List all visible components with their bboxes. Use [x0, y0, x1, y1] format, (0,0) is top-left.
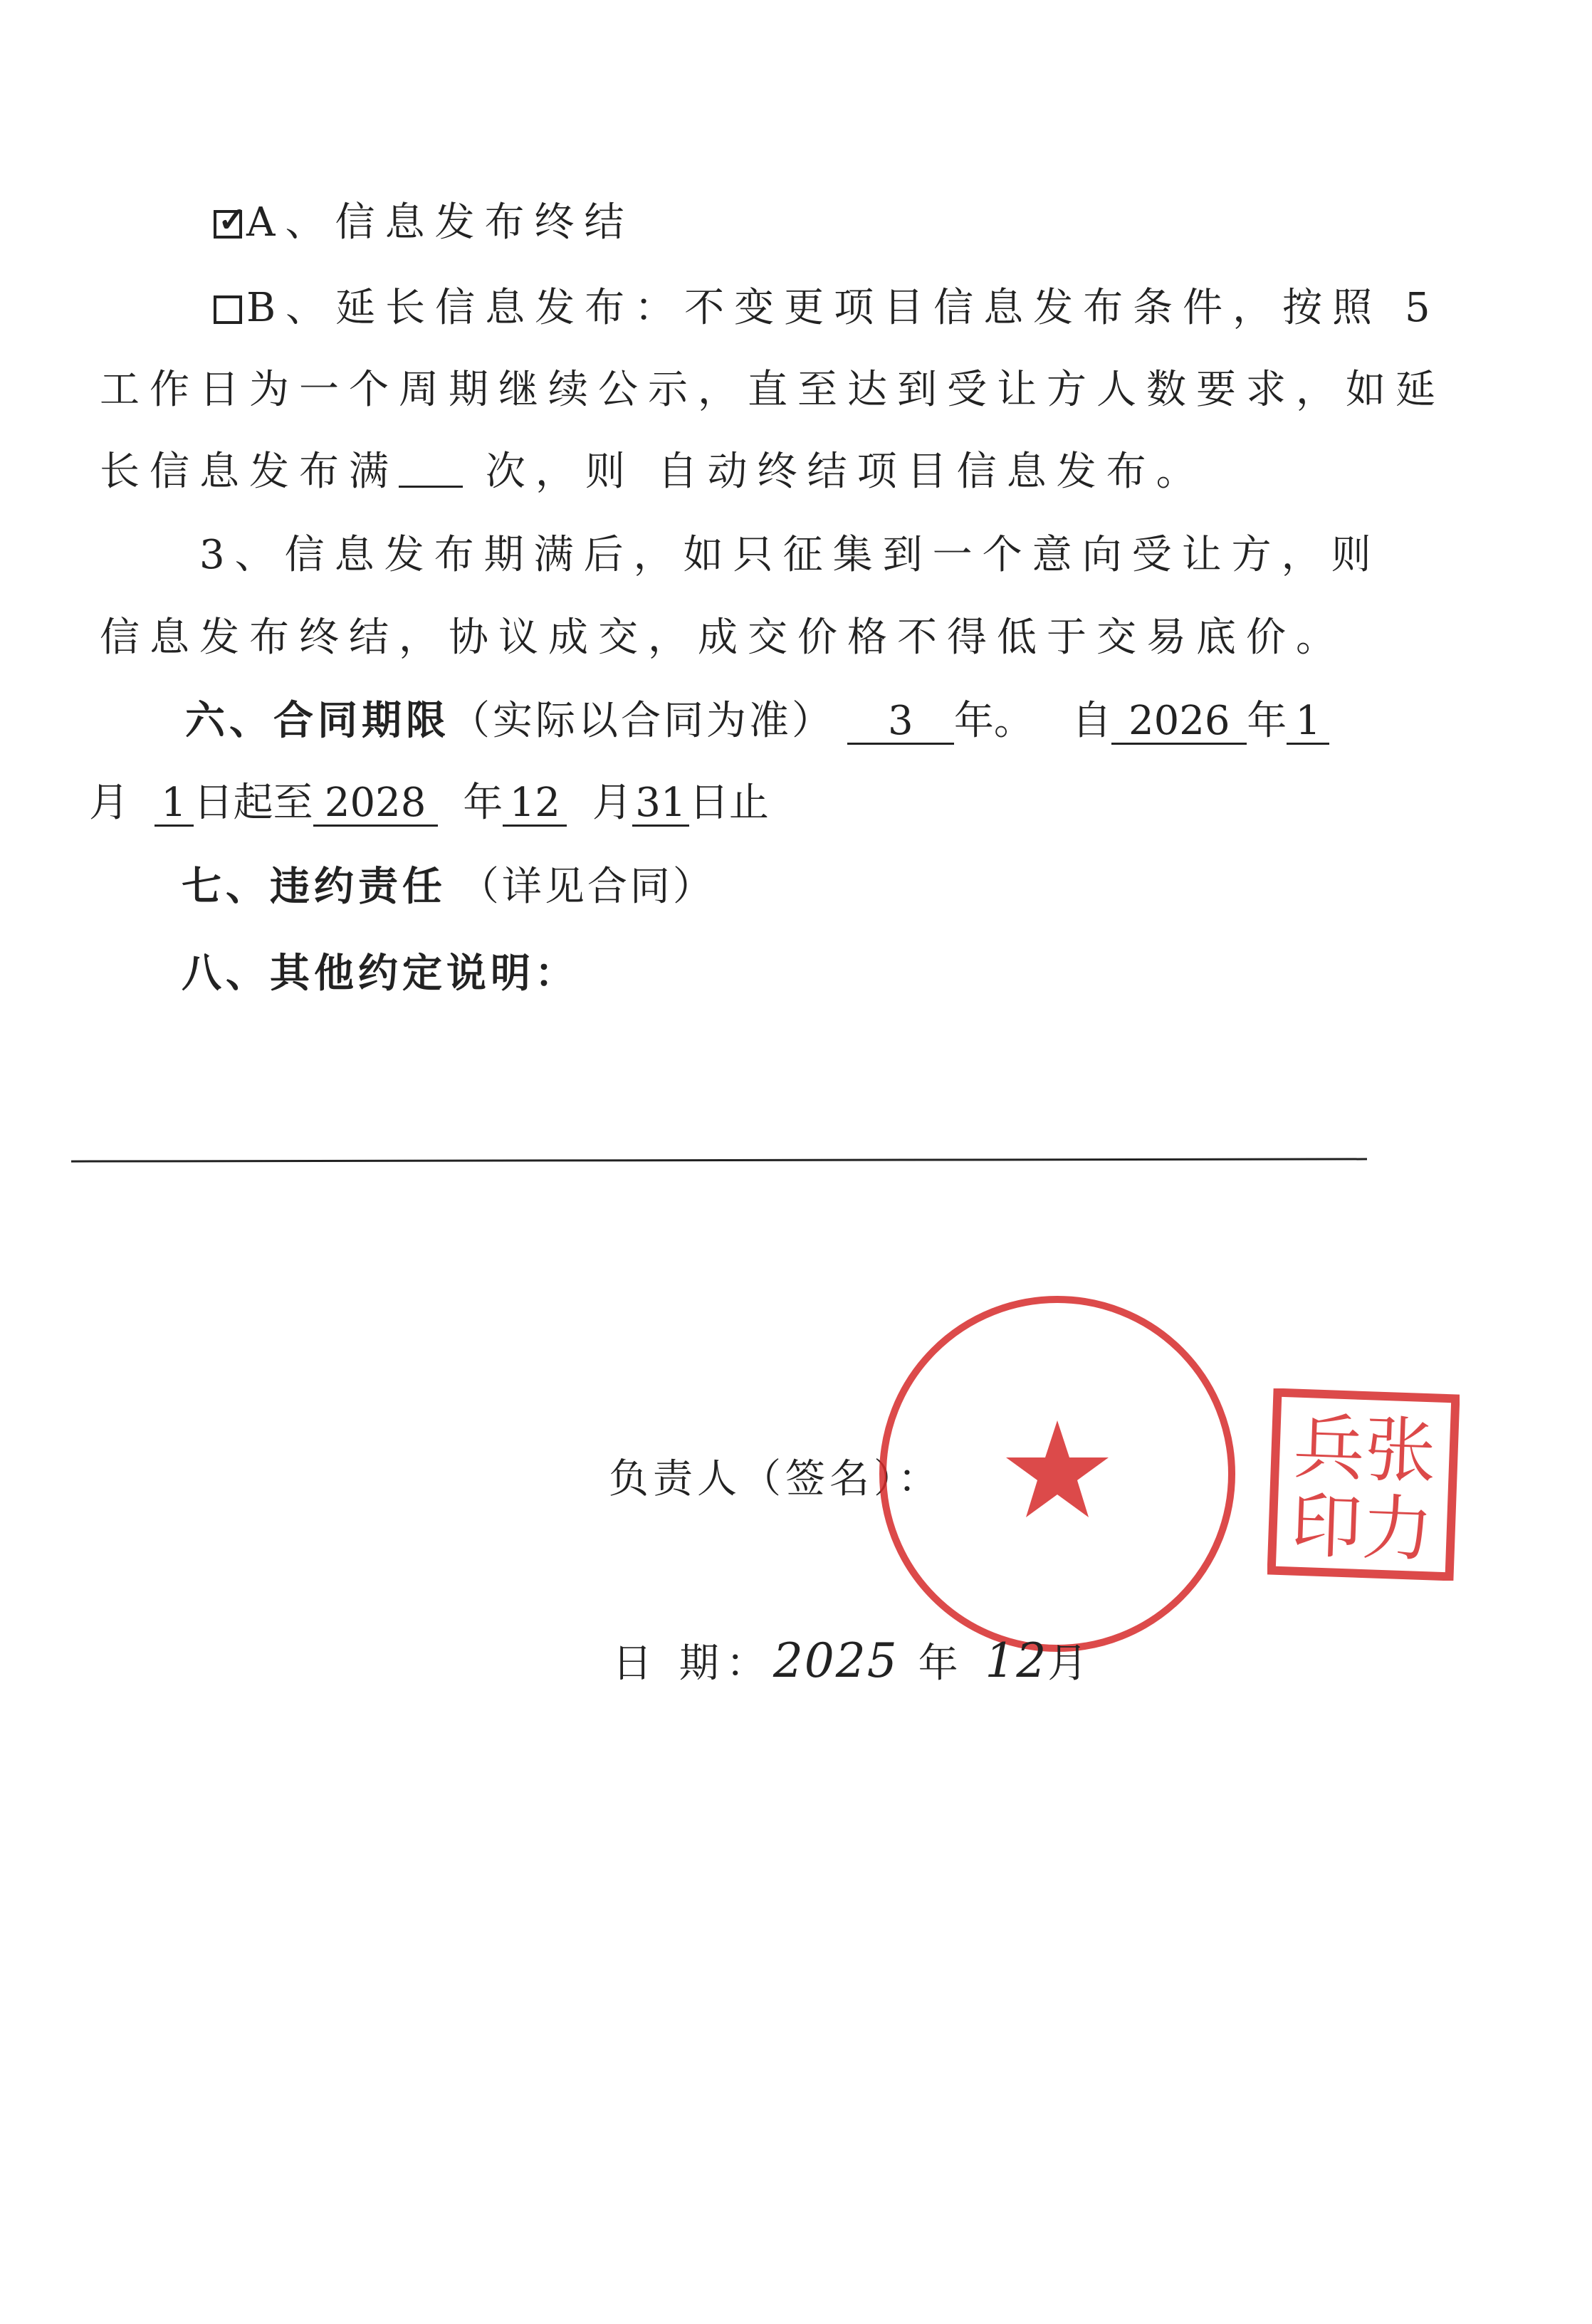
- option-a-checkbox[interactable]: [214, 200, 257, 240]
- option-b-text1: B、延长信息发布：不变更项目信息发布条件，按照 5: [246, 285, 1440, 331]
- section6-line2: [89, 780, 769, 827]
- official-seal-icon: [872, 1289, 1242, 1659]
- date-month-unit: 月: [1047, 1640, 1095, 1687]
- date-line: [612, 1633, 1095, 1688]
- section8-heading: 八、其他约定说明：: [182, 951, 579, 997]
- start-year: 2026: [1111, 701, 1247, 745]
- extend-count-blank[interactable]: [399, 457, 463, 488]
- date-year-unit: 年: [918, 1640, 965, 1687]
- end-month-unit: 月: [592, 780, 632, 826]
- end-month: 12: [503, 783, 567, 827]
- section6-note: （实际以合同为准）: [450, 698, 834, 744]
- years-unit: 年。: [953, 698, 1034, 744]
- start-month: 1: [1287, 701, 1329, 745]
- section6-heading: 六、合同期限: [185, 698, 450, 744]
- start-day: 1: [155, 783, 194, 827]
- section7-heading: 七、违约责任: [182, 864, 446, 910]
- name-stamp-icon: [1267, 1388, 1460, 1581]
- option-a-text: A、信息发布终结: [246, 199, 634, 246]
- option-b-text3b: 次，则 自动终结项目信息发布。: [485, 449, 1206, 495]
- end-year: 2028: [313, 783, 438, 827]
- end-day-unit: 日止: [688, 780, 769, 826]
- svg-text:印力: 印力: [1289, 1483, 1435, 1572]
- section7-line: [182, 864, 716, 910]
- section8-line: [182, 951, 579, 997]
- item3-line2: 信息发布终结，协议成交，成交价格不得低于交易底价。: [100, 614, 1346, 661]
- date-label: 日 期：: [612, 1640, 773, 1687]
- signature-label: 负责人（签名）：: [609, 1456, 942, 1502]
- start-day-unit: 日起至: [193, 780, 313, 826]
- date-year-handwritten: 2025: [773, 1633, 899, 1688]
- item3-line1: 3、信息发布期满后，如只征集到一个意向受让方，则: [199, 532, 1381, 578]
- contract-years: 3: [847, 701, 954, 745]
- section7-note: （详见合同）: [459, 864, 716, 910]
- option-a-line: [214, 199, 634, 246]
- end-year-unit: 年: [463, 780, 503, 826]
- end-day: 31: [632, 783, 689, 827]
- start-year-unit: 年: [1247, 698, 1287, 744]
- from-label: 自: [1072, 698, 1112, 744]
- date-month-handwritten: 12: [985, 1633, 1048, 1688]
- section6-line1: [185, 698, 1329, 745]
- option-b-line3: [100, 449, 1206, 495]
- svg-text:兵张: 兵张: [1292, 1405, 1437, 1494]
- option-b-line1: [214, 285, 1440, 331]
- start-month-unit: 月: [89, 780, 129, 826]
- option-b-line2: 工作日为一个周期继续公示，直至达到受让方人数要求，如延: [100, 367, 1445, 413]
- option-b-checkbox[interactable]: [214, 295, 242, 324]
- option-b-text3a: 长信息发布满: [100, 449, 399, 495]
- divider-line: [71, 1158, 1367, 1162]
- checkmark-icon: ✓: [218, 200, 257, 240]
